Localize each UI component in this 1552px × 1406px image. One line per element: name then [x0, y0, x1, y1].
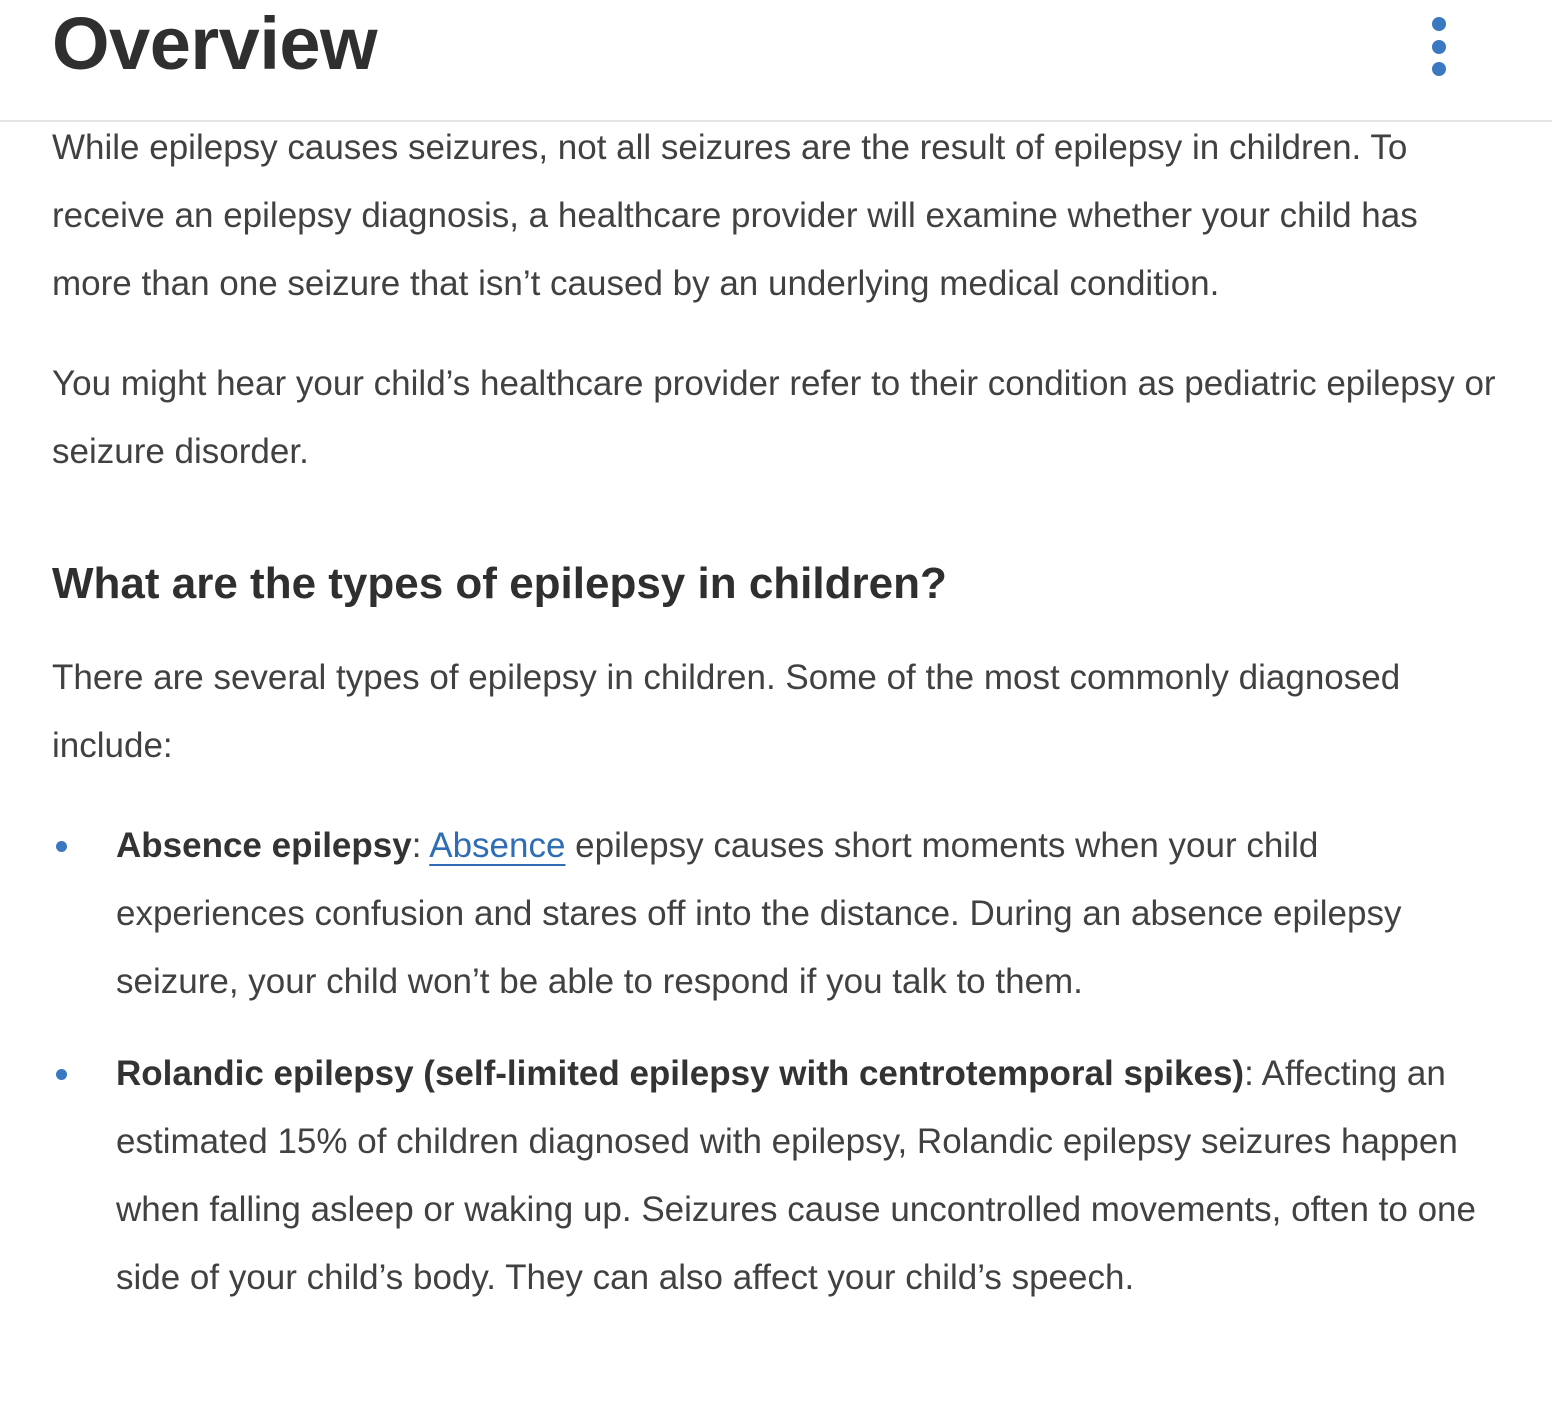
rolandic-epilepsy-description: Affecting an estimated 15% of children diagnosed with epilepsy, Rolandic epilepsy seizures happen when falling asleep or waking up. Seizures cause uncontrolled movements, often to one side of your child’s body. They can also affect your child’s speech. — [116, 1054, 1476, 1297]
absence-epilepsy-description: epilepsy causes short moments when your child experiences confusion and stares off into the distance. During an absence epilepsy seizure, your child won’t be able to respond if you talk to them. — [116, 826, 1402, 1001]
more-vertical-icon — [1412, 12, 1466, 84]
page-title: Overview — [52, 2, 378, 85]
section-heading-types: What are the types of epilepsy in children? — [52, 559, 947, 608]
more-options-button[interactable] — [1412, 12, 1466, 84]
article-body — [52, 114, 1502, 1312]
epilepsy-types-list — [52, 812, 1502, 1312]
bullet-icon — [56, 841, 67, 852]
term-separator: : — [1244, 1054, 1262, 1093]
intro-paragraph-2: You might hear your child’s healthcare provider refer to their condition as pediatric epilepsy or seizure disorder. — [52, 364, 1496, 471]
bullet-icon — [56, 1069, 67, 1080]
intro-paragraph-1: While epilepsy causes seizures, not all seizures are the result of epilepsy in children. To receive an epilepsy diagnosis, a healthcare provider will examine whether your child has more than one seizure that isn’t caused by an underlying medical condition. — [52, 128, 1418, 303]
types-intro-paragraph: There are several types of epilepsy in children. Some of the most commonly diagnosed include: — [52, 658, 1401, 765]
list-item-absence-epilepsy — [52, 812, 1502, 1016]
page-header — [0, 0, 1552, 122]
term-separator: : — [411, 826, 430, 865]
list-item-rolandic-epilepsy — [52, 1040, 1502, 1312]
absence-link[interactable]: Absence — [429, 826, 566, 865]
term-rolandic-epilepsy: Rolandic epilepsy (self-limited epilepsy with centrotemporal spikes) — [116, 1054, 1245, 1093]
term-absence-epilepsy: Absence epilepsy — [116, 826, 412, 865]
